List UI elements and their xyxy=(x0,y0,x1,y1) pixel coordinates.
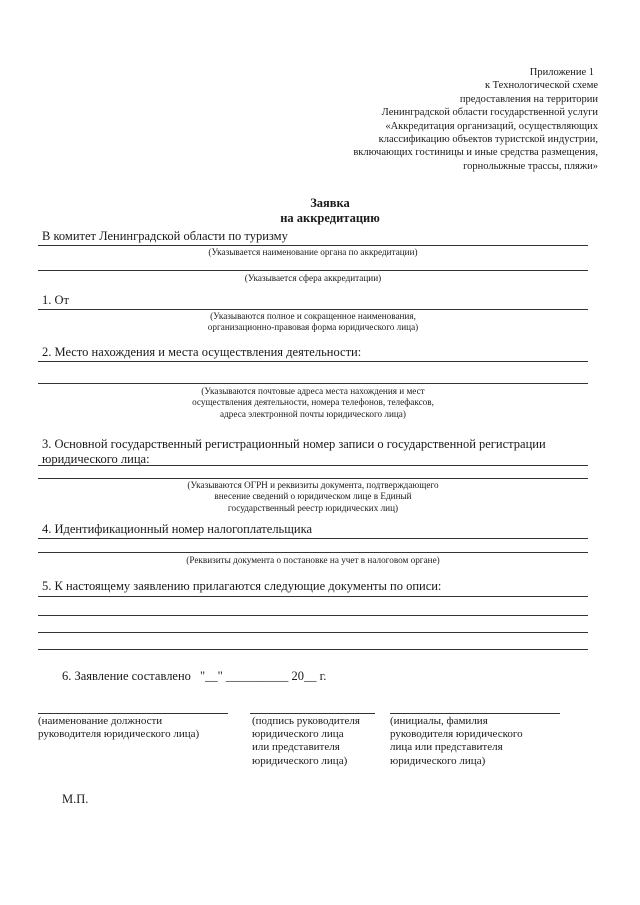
section3-hint-line: государственный реестр юридических лиц) xyxy=(227,502,399,513)
section2-line-2[interactable] xyxy=(38,383,588,384)
section5-line-3[interactable] xyxy=(38,632,588,633)
signature-line[interactable] xyxy=(250,713,375,714)
form-title xyxy=(0,196,640,226)
section4-hint: (Реквизиты документа о постановке на учет в налоговом органе) xyxy=(186,555,440,565)
section3-label-line1: 3. Основной государственный регистрационный номер записи о государственной регистрации xyxy=(42,437,546,451)
section3-hint xyxy=(38,480,588,514)
appendix-line: предоставления на территории xyxy=(459,93,598,105)
section1-line[interactable] xyxy=(38,309,588,310)
section2-hint-line: осуществления деятельности, номера телефонов, телефаксов, xyxy=(192,397,434,408)
addressee-line[interactable] xyxy=(38,245,588,246)
section1-hint xyxy=(38,311,588,334)
section5-line-2[interactable] xyxy=(38,615,588,616)
section5-line-4[interactable] xyxy=(38,649,588,650)
signature-caption xyxy=(252,715,360,768)
section2-hint-line: адреса электронной почты юридического лица) xyxy=(220,408,406,419)
section2-hint xyxy=(38,386,588,420)
appendix-line: Приложение 1 xyxy=(529,67,594,78)
stamp-label: М.П. xyxy=(62,792,89,806)
section4-label: 4. Идентификационный номер налогоплательщика xyxy=(42,522,313,536)
section6-label: 6. Заявление составлено xyxy=(62,669,191,683)
addressee-text: В комитет Ленинградской области по туризму xyxy=(42,229,288,243)
signature-caption-line: (подпись руководителя xyxy=(252,715,360,727)
section3-line-2[interactable] xyxy=(38,478,588,479)
signature-caption-line: или представителя xyxy=(252,741,340,754)
appendix-line: включающих гостиницы и иные средства размещения, xyxy=(353,147,598,159)
section5-line-1[interactable] xyxy=(38,596,588,597)
section3-label-line2: юридического лица: xyxy=(42,452,150,466)
section2-hint-line: (Указываются почтовые адреса места нахождения и мест xyxy=(201,386,425,396)
section1-hint-line: (Указываются полное и сокращенное наименования, xyxy=(210,311,416,321)
position-caption-line: (наименование должности xyxy=(38,715,163,727)
appendix-line: «Аккредитация организаций, осуществляющих xyxy=(385,120,598,132)
initials-caption xyxy=(390,715,523,768)
form-title-line1: Заявка xyxy=(310,196,350,210)
initials-signature-line[interactable] xyxy=(390,713,560,714)
initials-caption-line: руководителя юридического xyxy=(390,728,523,741)
appendix-line: горнолыжные трассы, пляжи» xyxy=(463,160,598,172)
position-caption xyxy=(38,715,199,741)
section4-line-2[interactable] xyxy=(38,552,588,553)
appendix-header xyxy=(278,66,598,173)
section1-hint-line: организационно-правовая форма юридического лица) xyxy=(207,322,419,333)
signature-caption-line: юридического лица) xyxy=(252,754,348,767)
accreditation-sphere-hint: (Указывается сфера аккредитации) xyxy=(244,273,382,283)
section3-line-1[interactable] xyxy=(38,465,588,466)
section2-line-1[interactable] xyxy=(38,361,588,362)
addressee-organ-hint: (Указывается наименование органа по аккредитации) xyxy=(208,247,418,257)
initials-caption-line: юридического лица) xyxy=(390,754,486,767)
position-signature-line[interactable] xyxy=(38,713,228,714)
section4-line-1[interactable] xyxy=(38,538,588,539)
section2-label: 2. Место нахождения и места осуществления деятельности: xyxy=(42,345,362,359)
accreditation-sphere-line[interactable] xyxy=(38,270,588,271)
form-title-line2: на аккредитацию xyxy=(280,211,380,225)
position-caption-line: руководителя юридического лица) xyxy=(38,728,200,741)
section3-hint-line: (Указываются ОГРН и реквизиты документа, подтверждающего xyxy=(187,480,439,490)
appendix-line: к Технологической схеме xyxy=(484,80,598,92)
initials-caption-line: лица или представителя xyxy=(390,741,503,754)
section3-hint-line: внесение сведений о юридическом лице в Единый xyxy=(214,491,412,502)
initials-caption-line: (инициалы, фамилия xyxy=(390,715,488,727)
appendix-line: классификацию объектов туристской индустрии, xyxy=(378,134,598,146)
section5-label: 5. К настоящему заявлению прилагаются следующие документы по описи: xyxy=(42,579,442,593)
appendix-line: Ленинградской области государственной услуги xyxy=(381,107,598,119)
section1-label: 1. От xyxy=(42,293,69,307)
section6-date-field[interactable]: "__" __________ 20__ г. xyxy=(200,669,327,683)
signature-caption-line: юридического лица xyxy=(252,728,344,741)
